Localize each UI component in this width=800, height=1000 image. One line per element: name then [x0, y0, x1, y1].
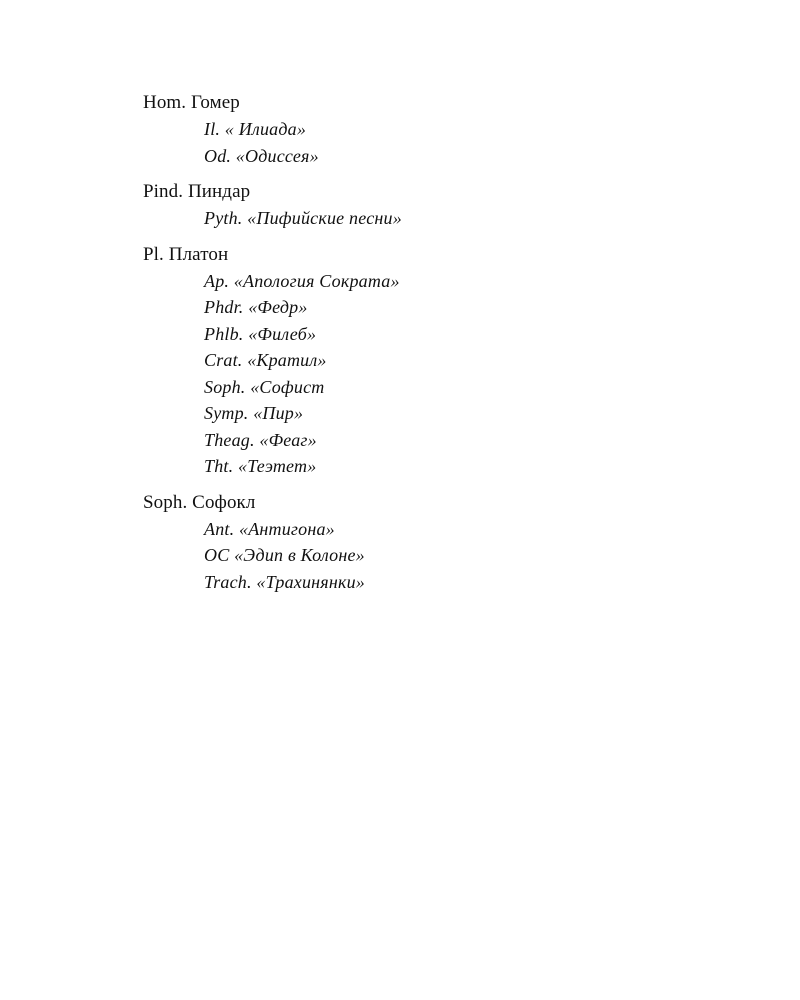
work-entry: Theag. «Феаг» [204, 429, 317, 450]
work-entry: Ap. «Апология Сократа» [204, 270, 400, 291]
work-entry: Tht. «Теэтет» [204, 456, 317, 476]
work-entry: Pyth. «Пифийские песни» [204, 208, 402, 228]
author-group-sophocles [143, 490, 703, 596]
work-entry: Crat. «Кратил» [204, 350, 327, 370]
author-group-homer [143, 90, 703, 169]
abbreviation-list [143, 90, 703, 605]
work-entry: Trach. «Трахинянки» [204, 571, 366, 592]
work-entry: Il. « Илиада» [204, 119, 307, 139]
work-entry: Phlb. «Филеб» [204, 323, 317, 344]
author-heading: Hom. Гомер [143, 92, 240, 113]
work-entry: OC «Эдип в Колоне» [204, 545, 365, 565]
author-heading: Soph. Софокл [143, 491, 256, 513]
work-entry: Phdr. «Федр» [204, 297, 308, 317]
work-entry: Soph. «Софист [204, 376, 325, 397]
author-group-plato [143, 242, 703, 480]
work-entry: Ant. «Антигона» [204, 518, 335, 539]
work-entry: Od. «Одиссея» [204, 145, 319, 166]
work-entry: Symp. «Пир» [204, 403, 304, 423]
author-heading: Pl. Платон [143, 243, 229, 265]
author-heading: Pind. Пиндар [143, 181, 251, 202]
author-group-pindar [143, 179, 703, 232]
